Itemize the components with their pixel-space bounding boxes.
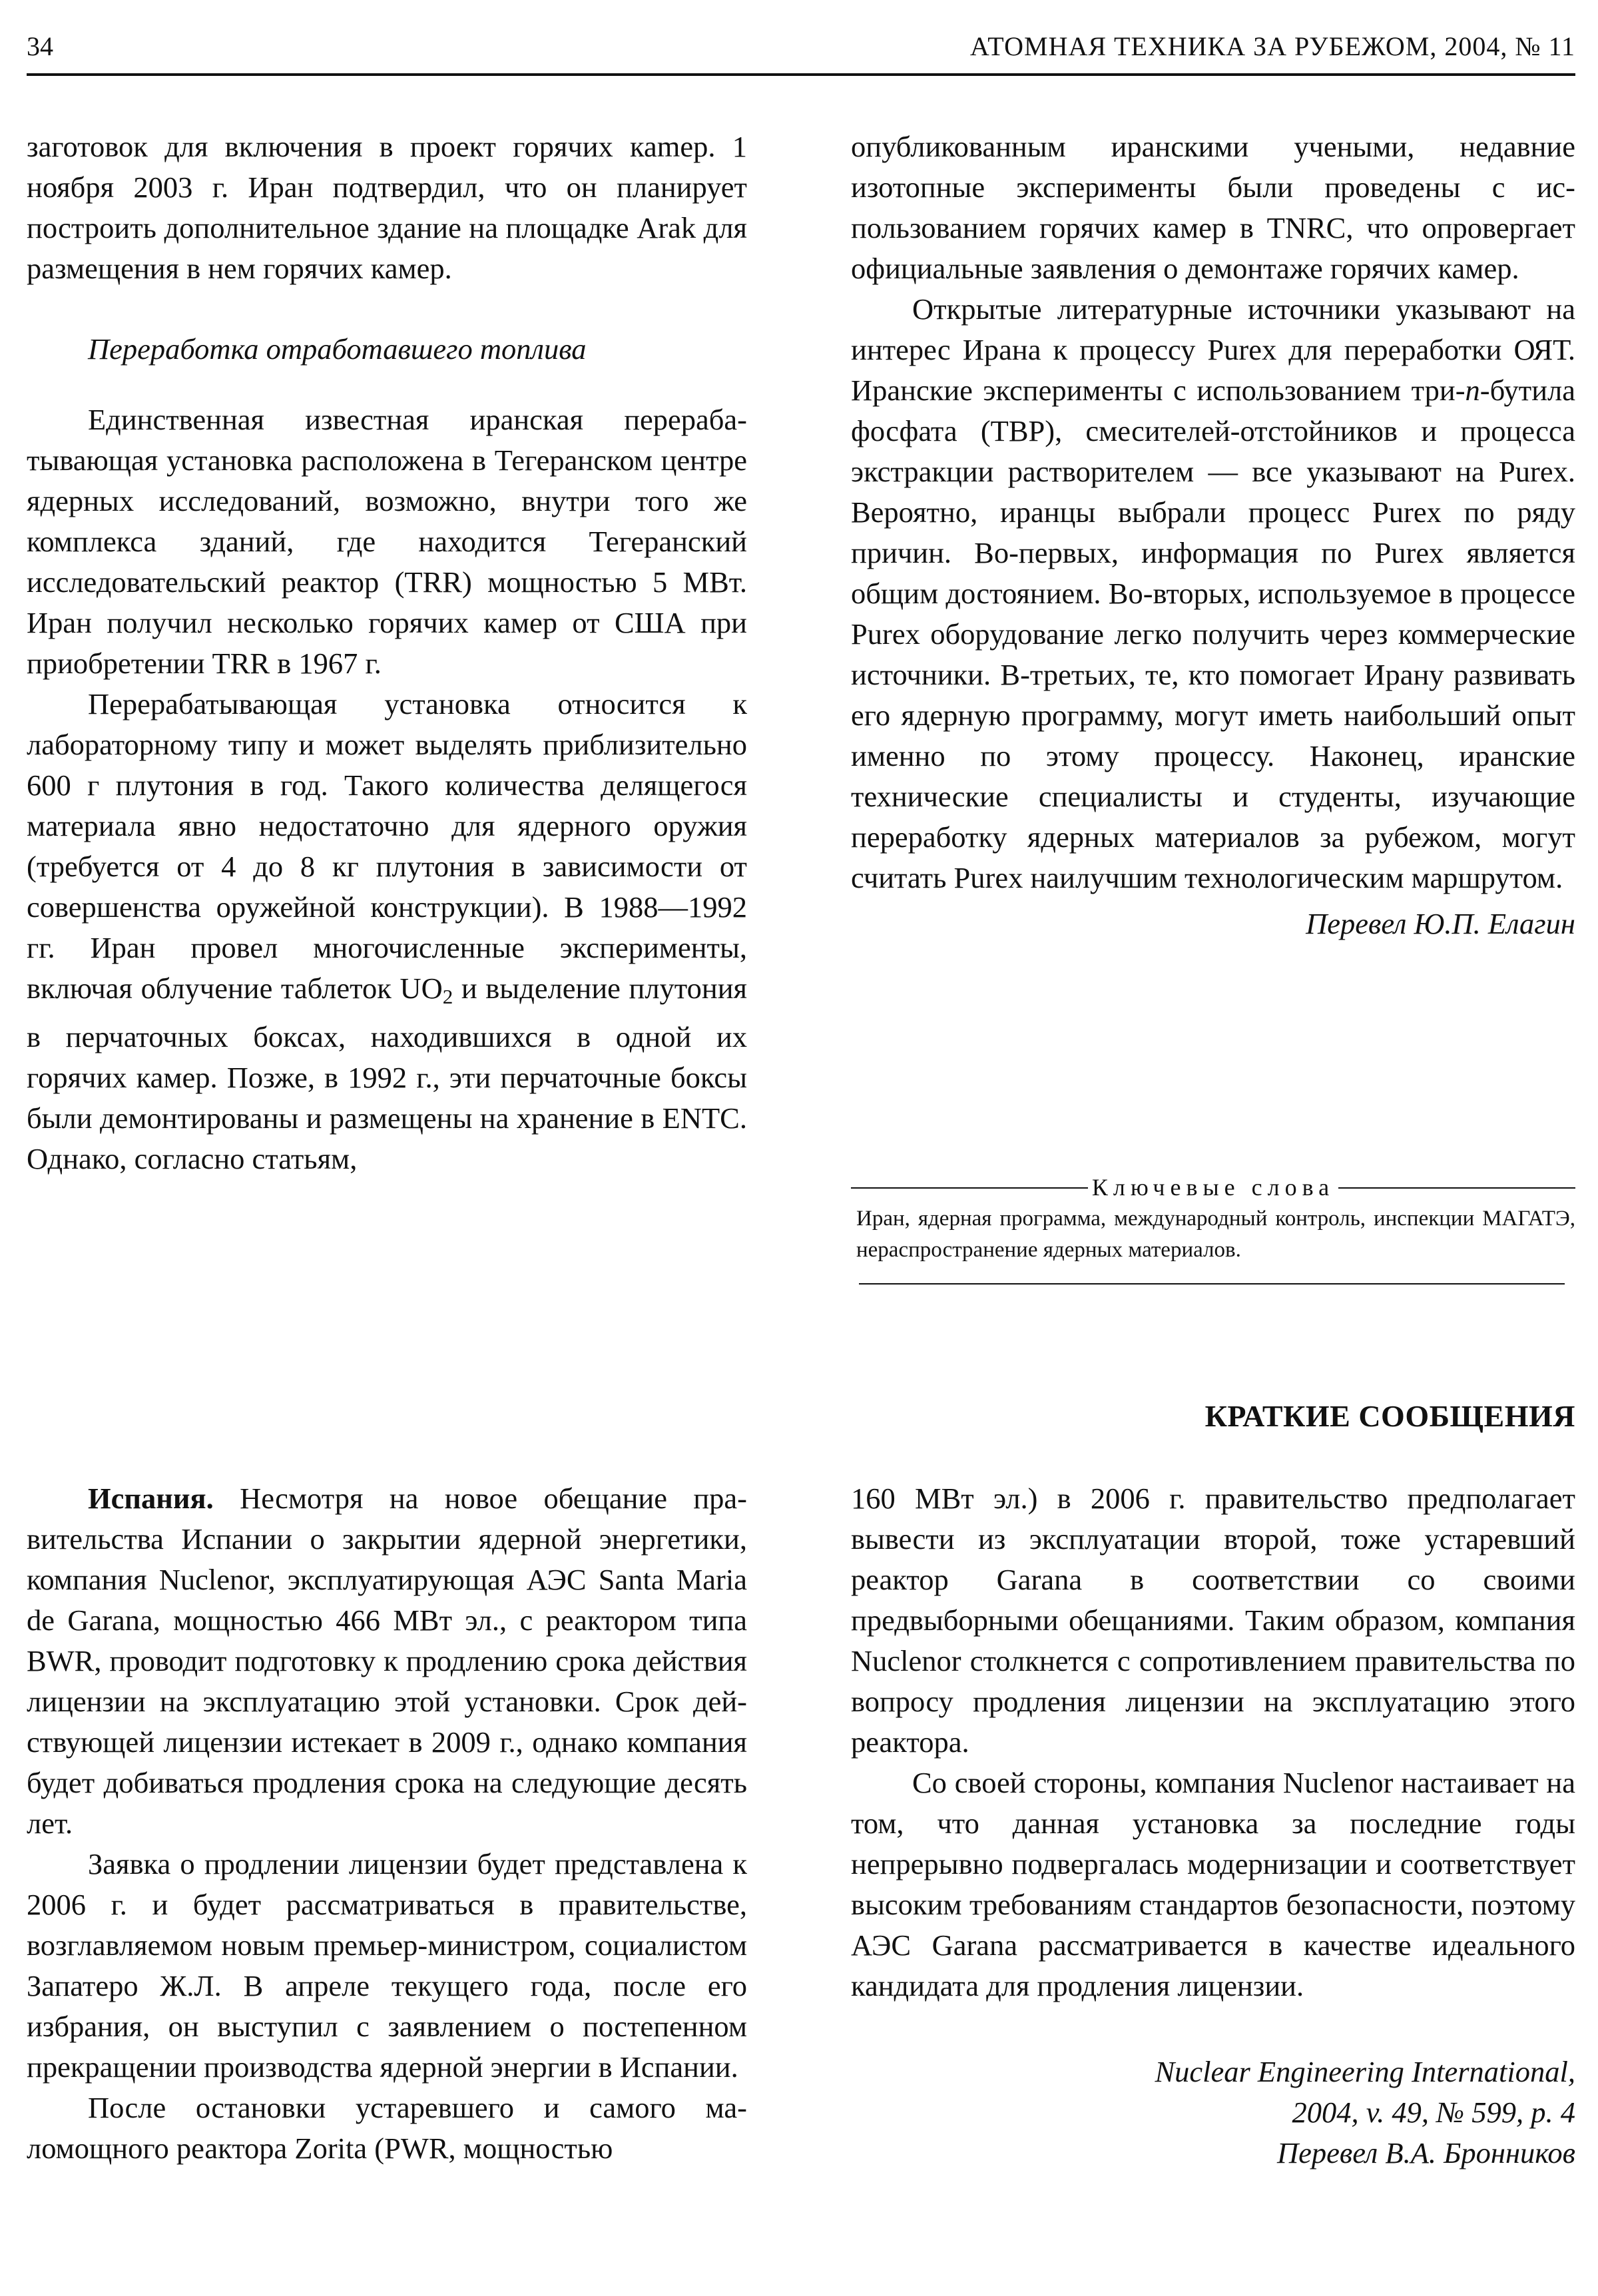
keywords-box <box>851 1172 1575 1285</box>
paragraph: Со своей стороны, компания Nuclenor настаивает на том, что данная установка за последние годы непрерывно подвергалась модернизации и соответствует высоким требованиям стандартов безопасности, поэтому АЭС Garana рассматривается в качестве идеального кандидата для продления лицензии. <box>851 1766 1575 2002</box>
text-run: и выделение плутония в перчаточных боксах, находившихся в одной их горячих камер. Позже, в 1992 г., эти перчаточные боксы были демонтированы и размещены на хранение в ENTC. Однако, согласно статьям, <box>27 972 747 1175</box>
keywords-label: Ключевые слова <box>1091 1174 1335 1201</box>
divider <box>851 1187 1088 1189</box>
paragraph: Единственная известная иранская перерабатывающая установка расположена в Тегеранском центре ядерных исследований, возможно, внутри того же комплекса зданий, где находится Тегеранский исследовательский реактор (TRR) мощностью 5 МВт. Иран получил несколько горячих камер от США при приобретении TRR в 1967 г. <box>27 403 747 680</box>
right-column-top <box>851 127 1575 944</box>
journal-title: АТОМНАЯ ТЕХНИКА ЗА РУБЕЖОМ, 2004, № 11 <box>969 31 1575 61</box>
paragraph: опубликованным иранскими учеными, недавние изотопные эксперименты были проведены с использованием горячих камер в TNRC, что опровергает официальные заявления о демонтаже горячих камер. <box>851 130 1575 285</box>
keywords-heading <box>851 1172 1575 1203</box>
paragraph <box>27 1478 747 1844</box>
page-number: 34 <box>27 31 53 61</box>
left-column-top <box>27 127 747 1179</box>
section-title: КРАТКИЕ СООБЩЕНИЯ <box>1204 1399 1575 1433</box>
right-column-bottom <box>851 1478 1575 2173</box>
divider <box>859 1283 1565 1285</box>
citation-line: 2004, v. 49, № 599, p. 4 <box>1292 2096 1575 2129</box>
running-header <box>27 27 1575 76</box>
divider <box>1338 1187 1575 1189</box>
italic-n: n <box>1465 374 1480 407</box>
translator-credit: Перевел Ю.П. Елагин <box>1306 907 1575 940</box>
subscript: 2 <box>442 985 453 1008</box>
source-citation <box>851 2052 1575 2173</box>
text-run: Перерабатывающая установка относится к лабораторному типу и может выделять приблизительно 600 г плутония в год. Такого количества делящегося материала явно недостаточно для ядерного оружия (требуется от 4 до 8 кг плутония в зависимости от совершенства оружейной конструкции). В 1988—1992 гг. Иран провел многочисленные эксперименты, включая облучение таблеток UO <box>27 687 747 1005</box>
paragraph: Заявка о продлении лицензии будет представлена к 2006 г. и будет рассматриваться в правительстве, возглавляемом новым премьер-министром, социалистом Запатеро Ж.Л. В апреле текущего года, после его избрания, он выступил с заявлением о постепенном прекращении производства ядерной энергии в Испании. <box>27 1847 747 2084</box>
left-column-bottom <box>27 1478 747 2169</box>
citation-line: Nuclear Engineering International, <box>1155 2055 1575 2088</box>
text-run: Несмотря на новое обещание правительства Испании о закрытии ядерной энергетики, компания Nuclenor, эксплуатирующая АЭС Santa Maria de Garana, мощностью 466 МВт эл., с реактором типа BWR, проводит подготовку к продлению срока действия лицензии на эксплуатацию этой установки. Срок действующей лицензии истекает в 2009 г., однако компания будет добиваться продления срока на следующие десять лет. <box>27 1482 747 1840</box>
text-run: -бутила фосфата (TBP), смесителей-отстойников и процесса экстракции растворителем — все указывают на Purex. Вероятно, иранцы выбрали процесс Purex по ряду причин. Во-первых, информация по Purex является общим достоянием. Во-вторых, используемое в процессе Purex оборудование легко получить через коммерческие источники. В-третьих, те, кто помогает Ирану развивать его ядерную программу, могут иметь наибольший опыт именно по этому процессу. Наконец, иранские технические специалисты и студенты, изучающие переработку ядерных материалов за рубежом, могут считать Purex наилучшим технологическим маршрутом. <box>851 374 1575 894</box>
paragraph <box>851 289 1575 898</box>
paragraph: заготовок для включения в проект горячих каmер. 1 ноября 2003 г. Иран подтвердил, что он планирует построить дополнительное здание на площадке Arak для размещения в нем горячих камер. <box>27 130 747 285</box>
paragraph: После остановки устаревшего и самого маломощного реактора Zorita (PWR, мощностью <box>27 2091 747 2165</box>
country-lead: Испания. <box>88 1482 214 1515</box>
paragraph: 160 МВт эл.) в 2006 г. правительство предполагает вывести из эксплуатации второй, тоже устаревший реактор Garana в соответствии со своими предвыборными обещаниями. Таким образом, компания Nuclenor столкнется с сопротивлением правительства по вопросу продления лицензии на эксплуатацию этого реактора. <box>851 1482 1575 1759</box>
text-run: Открытые литературные источники указывают на интерес Ирана к процессу Purex для переработки ОЯТ. Иранские эксперименты с использованием три- <box>851 292 1575 407</box>
paragraph <box>27 684 747 1179</box>
keywords-text: Иран, ядерная программа, международный контроль, инспекции МАГАТЭ, нераспространение ядерных материалов. <box>856 1207 1575 1262</box>
translator-credit: Перевел В.А. Бронников <box>1277 2136 1575 2169</box>
section-subheading: Переработка отработавшего топлива <box>88 332 587 366</box>
